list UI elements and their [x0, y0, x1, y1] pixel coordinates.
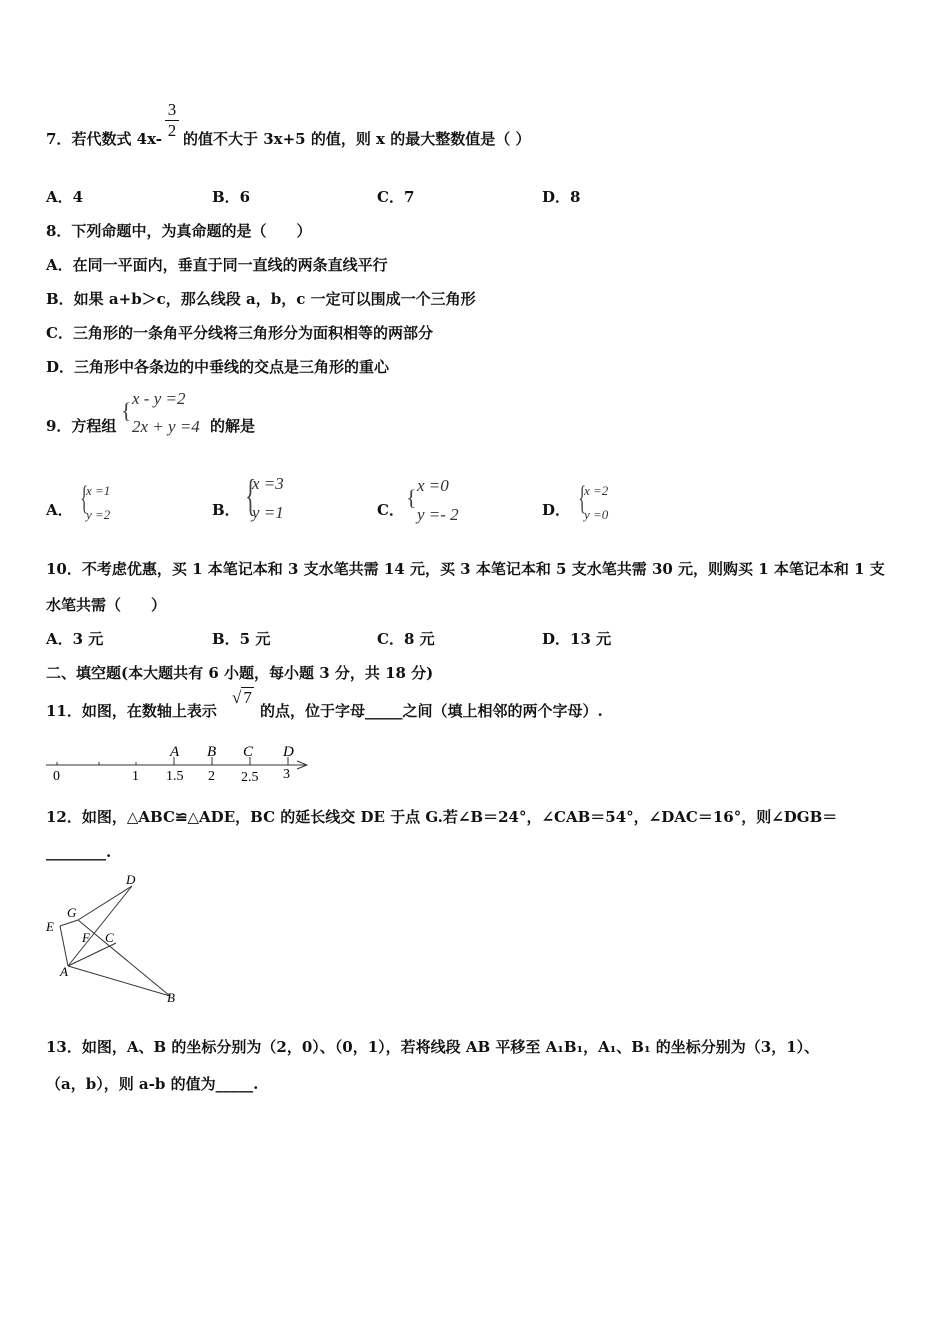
- point-label-a: A: [60, 964, 68, 979]
- q8-stem: 8．下列命题中，为真命题的是（ ）: [46, 222, 312, 240]
- q9-equation-1: x - y =2: [132, 389, 186, 408]
- number-line-letter-c: C: [243, 744, 254, 760]
- q9-option-b-line1: x =3: [252, 474, 284, 493]
- point-label-c: C: [105, 930, 114, 945]
- q7-stem: 7．若代数式 4x-: [46, 130, 163, 148]
- q9-option-c-line1: x =0: [417, 476, 449, 495]
- number-line-tick-2-5: 2.5: [241, 770, 259, 785]
- point-label-b: B: [167, 990, 175, 1005]
- q8-option-c: C．三角形的一条角平分线将三角形分为面积相等的两部分: [46, 324, 433, 342]
- q9-option-a-line2: y =2: [86, 507, 111, 522]
- q7-option-a: A．4: [46, 188, 84, 206]
- q9-option-c-brace: {: [406, 485, 417, 510]
- q11-sqrt: √ 7: [232, 688, 252, 707]
- segment-ad: [68, 886, 132, 966]
- triangle-figure: [40, 870, 190, 1010]
- point-label-g: G: [67, 905, 77, 920]
- number-line-letter-b: B: [207, 744, 217, 760]
- q9-option-d-line2: y =0: [584, 507, 609, 522]
- segment-ae: [60, 926, 68, 966]
- number-line-tick-1-5: 1.5: [166, 769, 184, 784]
- q10-option-b: B．5 元: [212, 630, 271, 648]
- q10-stem-line2: 水笔共需（ ）: [46, 596, 167, 614]
- segment-ac: [68, 943, 116, 966]
- q7-option-b: B．6: [212, 188, 251, 206]
- q9-brace: {: [121, 398, 132, 423]
- q7-option-d: D．8: [542, 188, 581, 206]
- number-line-tick-2: 2: [208, 769, 215, 784]
- point-label-e: E: [46, 919, 54, 934]
- q7-fraction: 3 2: [165, 101, 179, 140]
- segment-ab: [68, 966, 170, 996]
- q9-option-d-label: D．: [542, 501, 571, 519]
- number-line-letter-a: A: [170, 744, 180, 760]
- q9-option-a-line1: x =1: [86, 483, 111, 498]
- q9-option-d-line1: x =2: [584, 483, 609, 498]
- q11-stem-prefix: 11．如图，在数轴上表示: [46, 702, 217, 720]
- q8-option-b: B．如果 a+b＞c，那么线段 a，b，c 一定可以围成一个三角形: [46, 290, 476, 308]
- q12-stem-line2: ________.: [46, 843, 112, 861]
- q10-stem-line1: 10．不考虑优惠，买 1 本笔记本和 3 支水笔共需 14 元，买 3 本笔记本和 5 支水笔共需 30 元，则购买 1 本笔记本和 1 支: [46, 560, 885, 578]
- q9-option-b-label: B．: [212, 501, 240, 519]
- point-label-f: F: [82, 930, 90, 945]
- q8-option-d: D．三角形中各条边的中垂线的交点是三角形的重心: [46, 358, 390, 376]
- segment-eg: [60, 920, 78, 926]
- number-line-figure: [42, 740, 322, 788]
- q9-option-a-brace: {: [80, 480, 89, 517]
- q10-option-a: A．3 元: [46, 630, 104, 648]
- number-line-tick-3: 3: [283, 767, 290, 782]
- q9-option-d-brace: {: [578, 480, 587, 517]
- q10-option-d: D．13 元: [542, 630, 612, 648]
- q9-option-b-brace: {: [245, 471, 256, 520]
- q9-option-b-line2: y =1: [252, 503, 284, 522]
- q7-option-c: C．7: [377, 188, 415, 206]
- q9-option-c-label: C．: [377, 501, 404, 519]
- q9-stem-prefix: 9．方程组: [46, 417, 117, 435]
- q13-stem-line1: 13．如图，A、B 的坐标分别为（2，0）、（0，1），若将线段 AB 平移至 A₁B₁，A₁、B₁ 的坐标分别为（3，1）、: [46, 1038, 820, 1056]
- q9-stem-suffix: 的解是: [210, 417, 256, 435]
- q9-equation-2: 2x + y =4: [132, 417, 200, 436]
- q10-option-c: C．8 元: [377, 630, 435, 648]
- q9-option-c-line2: y =- 2: [417, 505, 459, 524]
- point-label-d: D: [126, 872, 136, 887]
- q13-stem-line2: （a，b），则 a-b 的值为_____.: [46, 1075, 259, 1093]
- segment-gb: [78, 920, 170, 996]
- number-line-tick-1: 1: [132, 769, 139, 784]
- q11-stem-suffix: 的点，位于字母_____之间（填上相邻的两个字母）.: [260, 702, 603, 720]
- section-heading-fill-in: 二、填空题(本大题共有 6 小题，每小题 3 分，共 18 分): [46, 664, 434, 682]
- q12-stem-line1: 12．如图，△ABC≌△ADE，BC 的延长线交 DE 于点 G.若∠B＝24°，∠CAB＝54°，∠DAC＝16°，则∠DGB＝: [46, 808, 838, 826]
- q9-option-a-label: A．: [46, 501, 73, 519]
- number-line-tick-0: 0: [53, 769, 60, 784]
- q8-option-a: A．在同一平面内，垂直于同一直线的两条直线平行: [46, 256, 388, 274]
- number-line-letter-d: D: [283, 744, 294, 760]
- segment-gd: [78, 886, 132, 920]
- q7-stem-suffix: 的值不大于 3x+5 的值，则 x 的最大整数值是（ ）: [183, 130, 531, 148]
